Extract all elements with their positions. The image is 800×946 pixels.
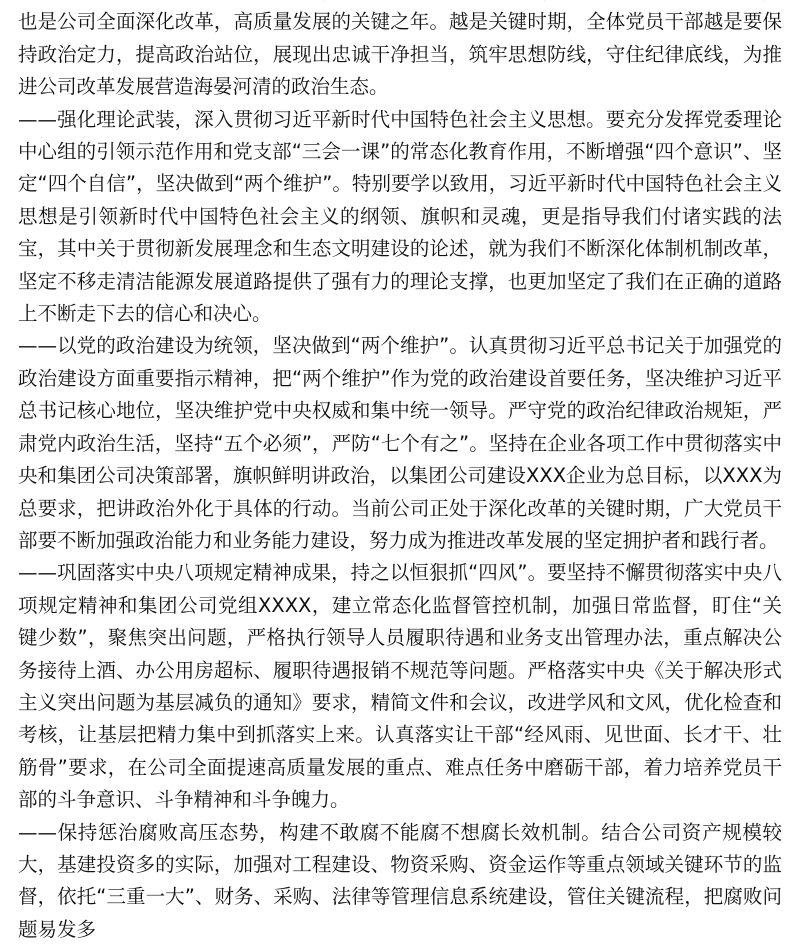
paragraph-theory: ——强化理论武装，深入贯彻习近平新时代中国特色社会主义思想。要充分发挥党委理论中心组的引领示范作用和党支部“三会一课”的常态化教育作用，不断增强“四个意识”、坚定“四个自信”，坚决做到“两个维护”。特别要学以致用，习近平新时代中国特色社会主义思想是引领新时代中国特色社会主义的纲领、旗帜和灵魂，更是指导我们付诸实践的法宝，其中关于贯彻新发展理念和生态文明建设的论述，就为我们不断深化体制机制改革，坚定不移走清洁能源发展道路提供了强有力的理论支撑，也更加坚定了我们在正确的道路上不断走下去的信心和决心。: [18, 107, 782, 326]
paragraph-eight-rules: ——巩固落实中央八项规定精神成果，持之以恒狠抓“四风”。要坚持不懈贯彻落实中央八项规定精神和集团公司党组XXXX，建立常态化监督管控机制，加强日常监督，盯住“关键少数”，聚焦突出问题，严格执行领导人员履职待遇和业务支出管理办法，重点解决公务接待上酒、办公用房超标、履职待遇报销不规范等问题。严格落实中央《关于解决形式主义突出问题为基层减负的通知》要求，精简文件和会议，改进学风和文风，优化检查和考核，让基层把精力集中到抓落实上来。认真落实让干部“经风雨、见世面、长才干、壮筋骨”要求，在公司全面提速高质量发展的重点、难点任务中磨砺干部，着力培养党员干部的斗争意识、斗争精神和斗争魄力。: [18, 561, 782, 812]
paragraph-intro: 也是公司全面深化改革，高质量发展的关键之年。越是关键时期，全体党员干部越是要保持政治定力，提高政治站位，展现出忠诚干净担当，筑牢思想防线，守住纪律底线，为推进公司改革发展营造海晏河清的政治生态。: [18, 10, 782, 99]
paragraph-political-building: ——以党的政治建设为统领，坚决做到“两个维护”。认真贯彻习近平总书记关于加强党的政治建设方面重要指示精神，把“两个维护”作为党的政治建设首要任务，坚决维护习近平总书记核心地位，坚决维护党中央权威和集中统一领导。严守党的政治纪律政治规矩，严肃党内政治生活，坚持“五个必须”，严防“七个有之”。坚持在企业各项工作中贯彻落实中央和集团公司决策部署，旗帜鲜明讲政治，以集团公司建设XXX企业为总目标，以XXX为总要求，把讲政治外化于具体的行动。当前公司正处于深化改革的关键时期，广大党员干部要不断加强政治能力和业务能力建设，努力成为推进改革发展的坚定拥护者和践行者。: [18, 334, 782, 552]
paragraph-anti-corruption: ——保持惩治腐败高压态势，构建不敢腐不能腐不想腐长效机制。结合公司资产规模较大，基建投资多的实际，加强对工程建设、物资采购、资金运作等重点领域关键环节的监督，依托“三重一大”、财务、采购、法律等管理信息系统建设，管住关键流程，把腐败问题易发多: [18, 820, 782, 941]
